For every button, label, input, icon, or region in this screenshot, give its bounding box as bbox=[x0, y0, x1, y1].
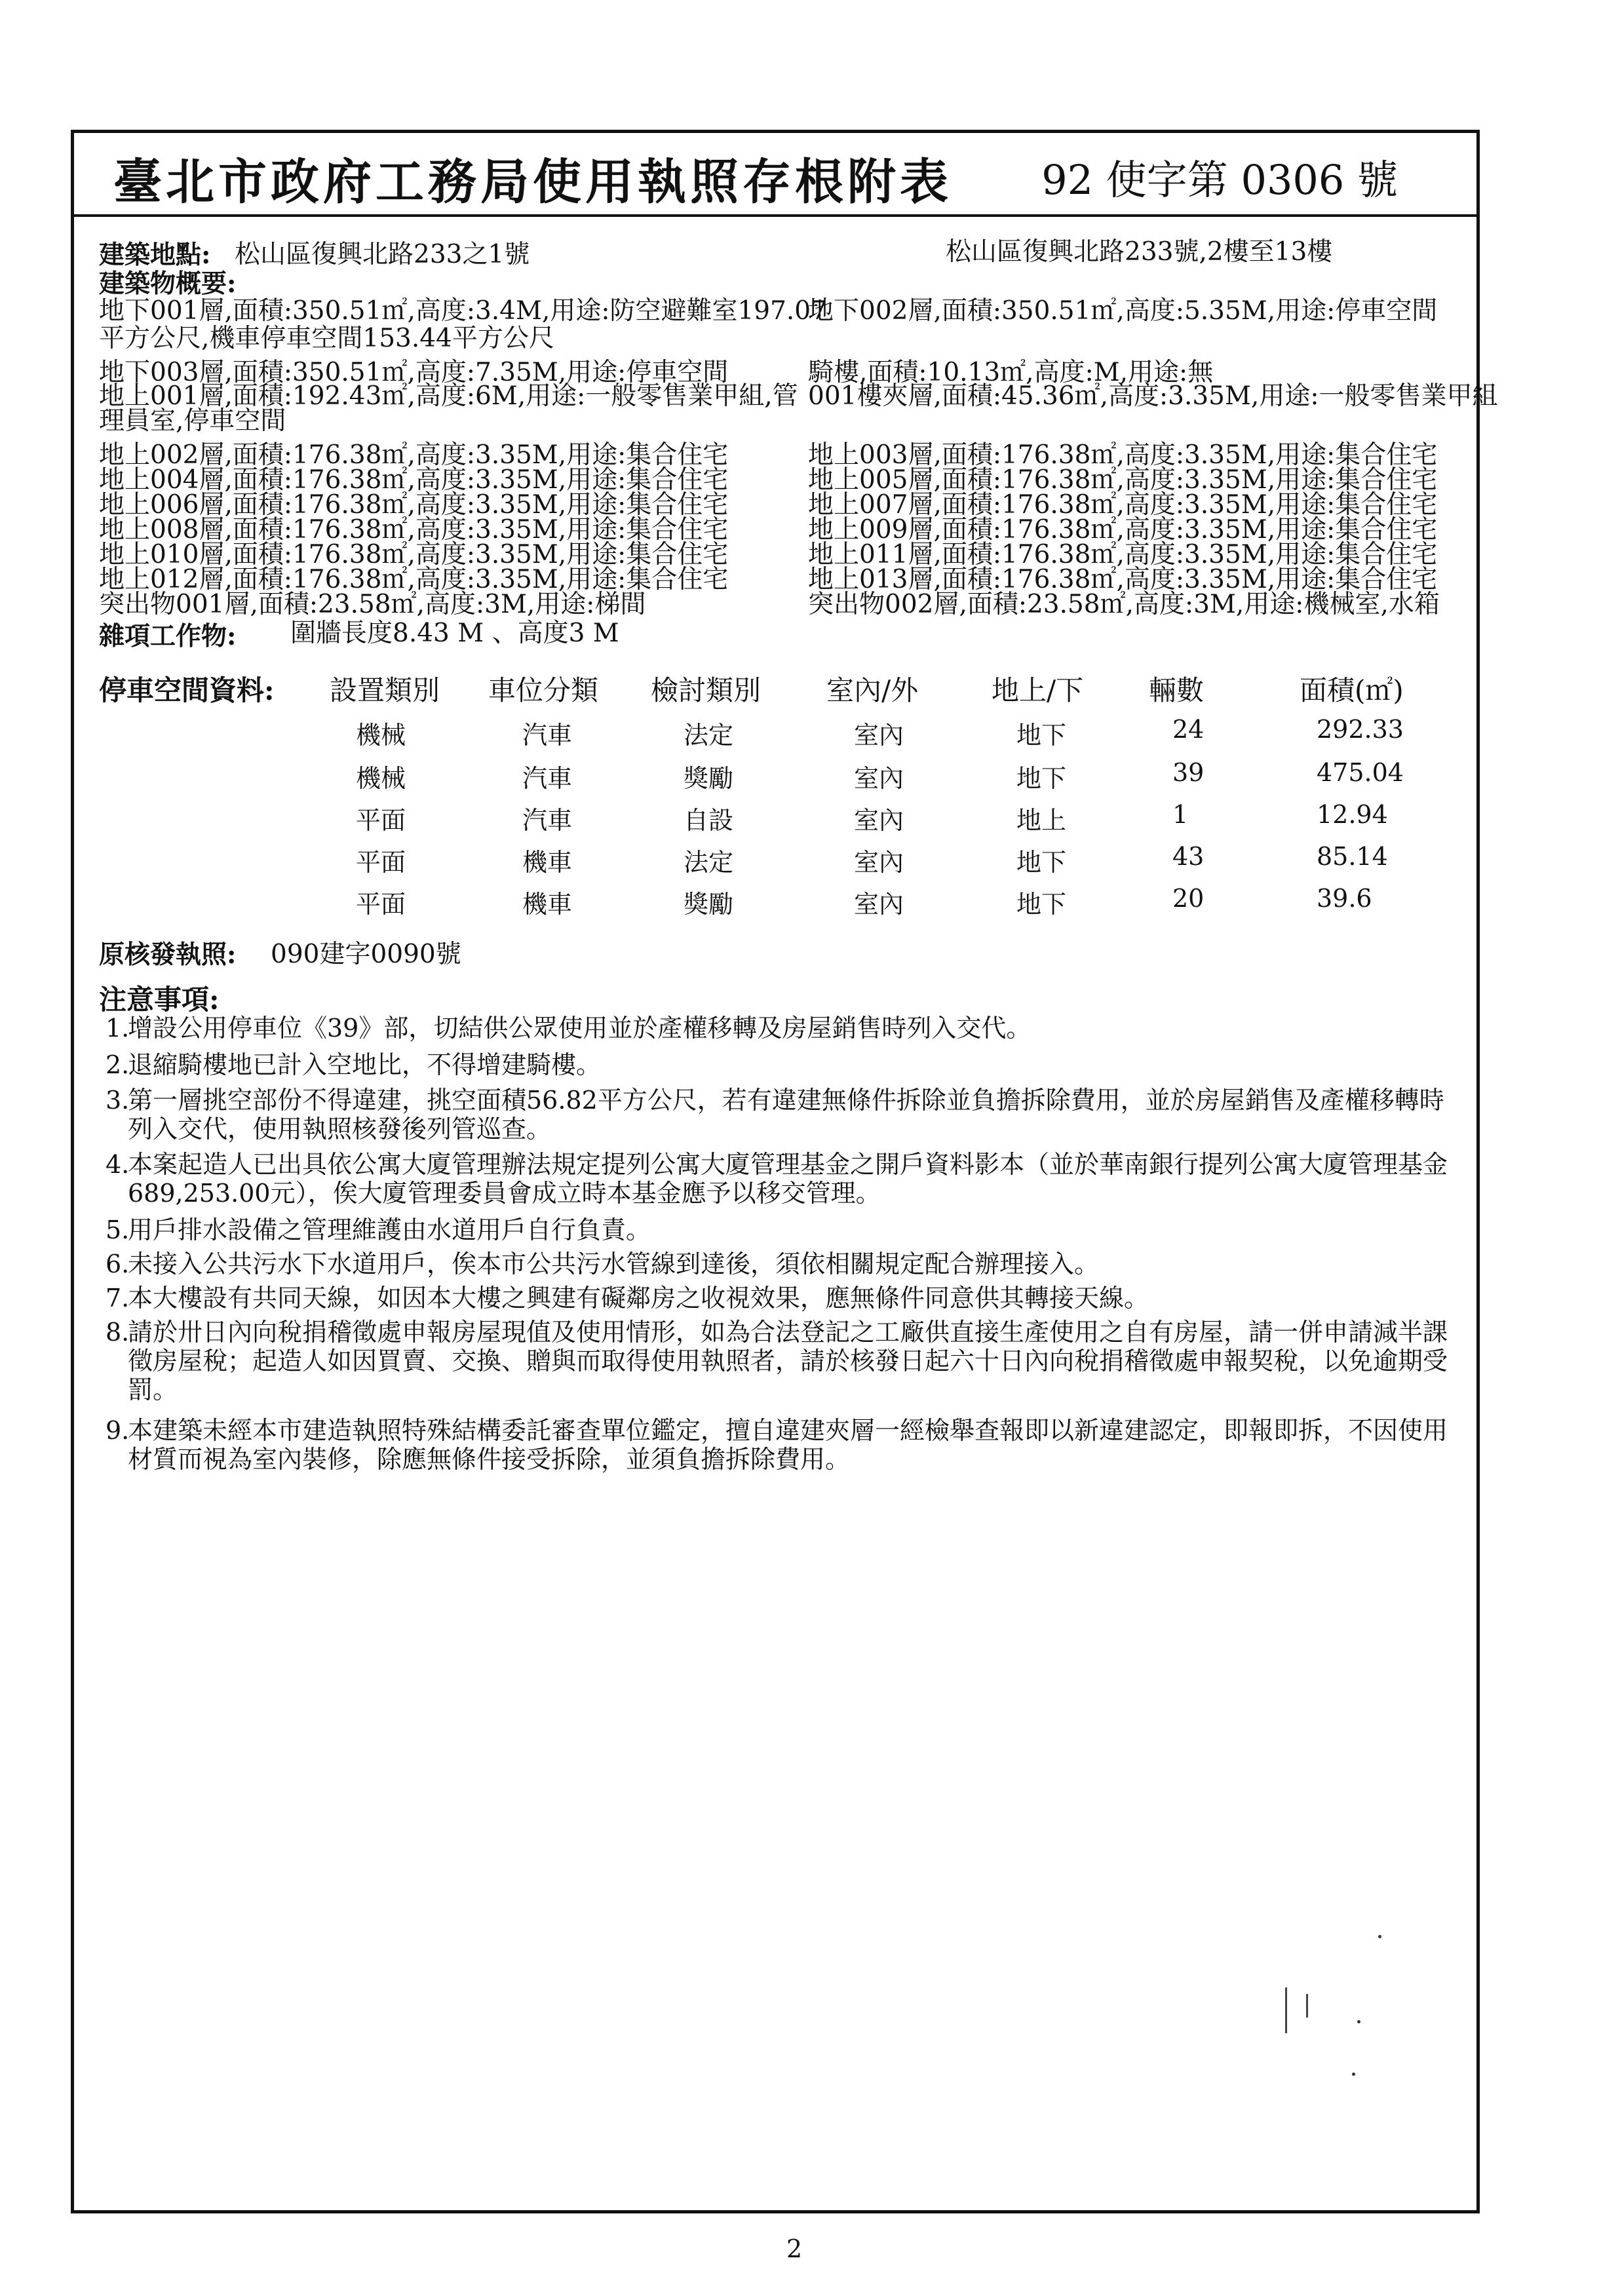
parking-header-cell: 地上/下 bbox=[992, 674, 1084, 706]
floor-b2: 地下002層,面積:350.51㎡,高度:5.35M,用途:停車空間 bbox=[808, 296, 1438, 326]
parking-cell: 地下 bbox=[1016, 764, 1067, 793]
floor-right-item: 地上007層,面積:176.38㎡,高度:3.35M,用途:集合住宅 bbox=[808, 490, 1438, 520]
parking-header-cell: 室內/外 bbox=[826, 674, 919, 706]
parking-cell: 機械 bbox=[356, 764, 406, 793]
parking-cell: 室內 bbox=[854, 848, 904, 877]
floor-arcade: 騎樓,面積:10.13㎡,高度:M,用途:無 bbox=[808, 358, 1214, 387]
floor-left-item: 地上008層,面積:176.38㎡,高度:3.35M,用途:集合住宅 bbox=[99, 515, 729, 545]
parking-cell: 20 bbox=[1172, 884, 1205, 913]
scan-mark bbox=[1357, 2020, 1360, 2023]
parking-header-cell: 車位分類 bbox=[488, 674, 599, 706]
floor-right-item: 地上013層,面積:176.38㎡,高度:3.35M,用途:集合住宅 bbox=[808, 565, 1438, 594]
floor-right-item: 突出物002層,面積:23.58㎡,高度:3M,用途:機械室,水箱 bbox=[808, 590, 1440, 619]
scan-mark bbox=[1352, 2073, 1355, 2076]
floor-mezzanine: 001樓夾層,面積:45.36㎡,高度:3.35M,用途:一般零售業甲組 bbox=[808, 381, 1498, 411]
parking-header-cell: 面積(㎡) bbox=[1300, 674, 1404, 706]
floor-left-item: 突出物001層,面積:23.58㎡,高度:3M,用途:梯間 bbox=[99, 590, 646, 619]
site-label: 建築地點: bbox=[99, 240, 211, 270]
note-number: 3. bbox=[106, 1086, 130, 1115]
document-frame bbox=[71, 130, 1498, 2213]
parking-cell: 平面 bbox=[356, 806, 406, 835]
parking-cell: 自設 bbox=[684, 806, 734, 835]
parking-header-cell: 設置類別 bbox=[330, 674, 440, 706]
parking-cell: 地下 bbox=[1016, 848, 1067, 877]
floor-right-item: 地上003層,面積:176.38㎡,高度:3.35M,用途:集合住宅 bbox=[808, 440, 1438, 470]
floor-b3: 地下003層,面積:350.51㎡,高度:7.35M,用途:停車空間 bbox=[99, 358, 729, 387]
floor-right-item: 地上009層,面積:176.38㎡,高度:3.35M,用途:集合住宅 bbox=[808, 515, 1438, 545]
note-number: 7. bbox=[106, 1284, 130, 1312]
parking-cell: 室內 bbox=[854, 890, 904, 919]
parking-cell: 室內 bbox=[854, 764, 904, 793]
parking-cell: 汽車 bbox=[522, 764, 573, 793]
parking-cell: 獎勵 bbox=[684, 764, 734, 793]
note-text: 請於卅日內向稅捐稽徵處申報房屋現值及使用情形，如為合法登記之工廠供直接生產使用之自有房屋，請一併申請減半課徵房屋稅；起造人如因買賣、交換、贈與而取得使用執照者，請於核發日起六十日內向稅捐稽徵處申報契稅，以免逾期受罰。 bbox=[128, 1318, 1448, 1404]
parking-cell: 機車 bbox=[522, 890, 573, 919]
parking-cell: 地上 bbox=[1016, 806, 1067, 835]
note-number: 9. bbox=[106, 1416, 130, 1445]
parking-cell: 39.6 bbox=[1317, 884, 1372, 913]
misc-work-value: 圍牆長度8.43 M 、高度3 M bbox=[290, 619, 619, 648]
note-number: 2. bbox=[106, 1050, 130, 1079]
floor-f1: 地上001層,面積:192.43㎡,高度:6M,用途:一般零售業甲組,管 bbox=[99, 381, 798, 411]
floor-left-item: 地上002層,面積:176.38㎡,高度:3.35M,用途:集合住宅 bbox=[99, 440, 729, 470]
note-text: 本建築未經本市建造執照特殊結構委託審查單位鑑定，擅自違建夾層一經檢舉查報即以新違建認定，即報即拆，不因使用材質而視為室內裝修，除應無條件接受拆除，並須負擔拆除費用。 bbox=[128, 1416, 1448, 1474]
note-number: 1. bbox=[106, 1014, 130, 1043]
overview-label: 建築物概要: bbox=[99, 269, 237, 299]
parking-cell: 機械 bbox=[356, 721, 406, 750]
site-address-left: 松山區復興北路233之1號 bbox=[235, 240, 530, 269]
parking-cell: 475.04 bbox=[1317, 758, 1404, 787]
parking-cell: 室內 bbox=[854, 721, 904, 750]
note-number: 5. bbox=[106, 1215, 130, 1244]
parking-cell: 獎勵 bbox=[684, 890, 734, 919]
note-text: 本大樓設有共同天線，如因本大樓之興建有礙鄰房之收視效果，應無條件同意供其轉接天線。 bbox=[128, 1284, 1149, 1312]
parking-cell: 292.33 bbox=[1317, 715, 1404, 744]
parking-cell: 39 bbox=[1172, 758, 1205, 787]
parking-cell: 12.94 bbox=[1317, 800, 1388, 829]
parking-header-cell: 檢討類別 bbox=[651, 674, 762, 706]
floor-b1-cont: 平方公尺,機車停車空間153.44平方公尺 bbox=[99, 324, 554, 353]
note-number: 4. bbox=[106, 1150, 130, 1179]
note-text: 增設公用停車位《39》部，切結供公眾使用並於產權移轉及房屋銷售時列入交代。 bbox=[128, 1014, 1032, 1043]
parking-cell: 地下 bbox=[1016, 721, 1067, 750]
parking-cell: 43 bbox=[1172, 842, 1205, 871]
note-text: 退縮騎樓地已計入空地比，不得增建騎樓。 bbox=[128, 1050, 602, 1079]
parking-label: 停車空間資料: bbox=[99, 674, 275, 706]
floor-left-item: 地上012層,面積:176.38㎡,高度:3.35M,用途:集合住宅 bbox=[99, 565, 729, 594]
floor-left-item: 地上004層,面積:176.38㎡,高度:3.35M,用途:集合住宅 bbox=[99, 465, 729, 495]
page-number: 2 bbox=[786, 2234, 803, 2263]
note-number: 8. bbox=[106, 1318, 130, 1347]
misc-work-label: 雜項工作物: bbox=[99, 621, 237, 651]
scan-mark bbox=[1285, 1987, 1287, 2033]
parking-header-cell: 輛數 bbox=[1149, 674, 1205, 706]
parking-cell: 法定 bbox=[684, 848, 734, 877]
parking-cell: 法定 bbox=[684, 721, 734, 750]
parking-cell: 室內 bbox=[854, 806, 904, 835]
original-permit-value: 090建字0090號 bbox=[271, 940, 461, 969]
parking-cell: 24 bbox=[1172, 715, 1205, 744]
site-address-right: 松山區復興北路233號,2樓至13樓 bbox=[946, 237, 1333, 267]
parking-cell: 平面 bbox=[356, 890, 406, 919]
note-text: 未接入公共污水下水道用戶，俟本市公共污水管線到達後，須依相關規定配合辦理接入。 bbox=[128, 1250, 1100, 1278]
floor-b1: 地下001層,面積:350.51㎡,高度:3.4M,用途:防空避難室197.07 bbox=[99, 296, 827, 326]
floor-left-item: 地上006層,面積:176.38㎡,高度:3.35M,用途:集合住宅 bbox=[99, 490, 729, 520]
parking-cell: 機車 bbox=[522, 848, 573, 877]
scan-mark bbox=[1378, 1935, 1381, 1938]
permit-number: 92 使字第 0306 號 bbox=[1041, 156, 1398, 204]
note-text: 用戶排水設備之管理維護由水道用戶自行負責。 bbox=[128, 1215, 651, 1244]
parking-cell: 1 bbox=[1172, 800, 1189, 829]
original-permit-label: 原核發執照: bbox=[99, 940, 237, 970]
parking-cell: 平面 bbox=[356, 848, 406, 877]
document-header bbox=[74, 133, 1476, 217]
note-text: 第一層挑空部份不得違建，挑空面積56.82平方公尺，若有違建無條件拆除並負擔拆除費用，並於房屋銷售及產權移轉時列入交代，使用執照核發後列管巡查。 bbox=[128, 1086, 1444, 1143]
notes-title: 注意事項: bbox=[99, 984, 220, 1016]
note-text: 本案起造人已出具依公寓大廈管理辦法規定提列公寓大廈管理基金之開戶資料影本（並於華南銀行提列公寓大廈管理基金689,253.00元），俟大廈管理委員會成立時本基金應予以移交管理。 bbox=[128, 1150, 1448, 1208]
parking-cell: 汽車 bbox=[522, 806, 573, 835]
floor-left-item: 地上010層,面積:176.38㎡,高度:3.35M,用途:集合住宅 bbox=[99, 540, 729, 569]
parking-cell: 85.14 bbox=[1317, 842, 1388, 871]
parking-cell: 汽車 bbox=[522, 721, 573, 750]
parking-cell: 地下 bbox=[1016, 890, 1067, 919]
floor-right-item: 地上011層,面積:176.38㎡,高度:3.35M,用途:集合住宅 bbox=[808, 540, 1438, 569]
document-title: 臺北市政府工務局使用執照存根附表 bbox=[113, 154, 952, 210]
floor-right-item: 地上005層,面積:176.38㎡,高度:3.35M,用途:集合住宅 bbox=[808, 465, 1438, 495]
floor-f1-cont: 理員室,停車空間 bbox=[99, 406, 286, 436]
scan-mark bbox=[1306, 1994, 1308, 2018]
note-number: 6. bbox=[106, 1250, 130, 1278]
